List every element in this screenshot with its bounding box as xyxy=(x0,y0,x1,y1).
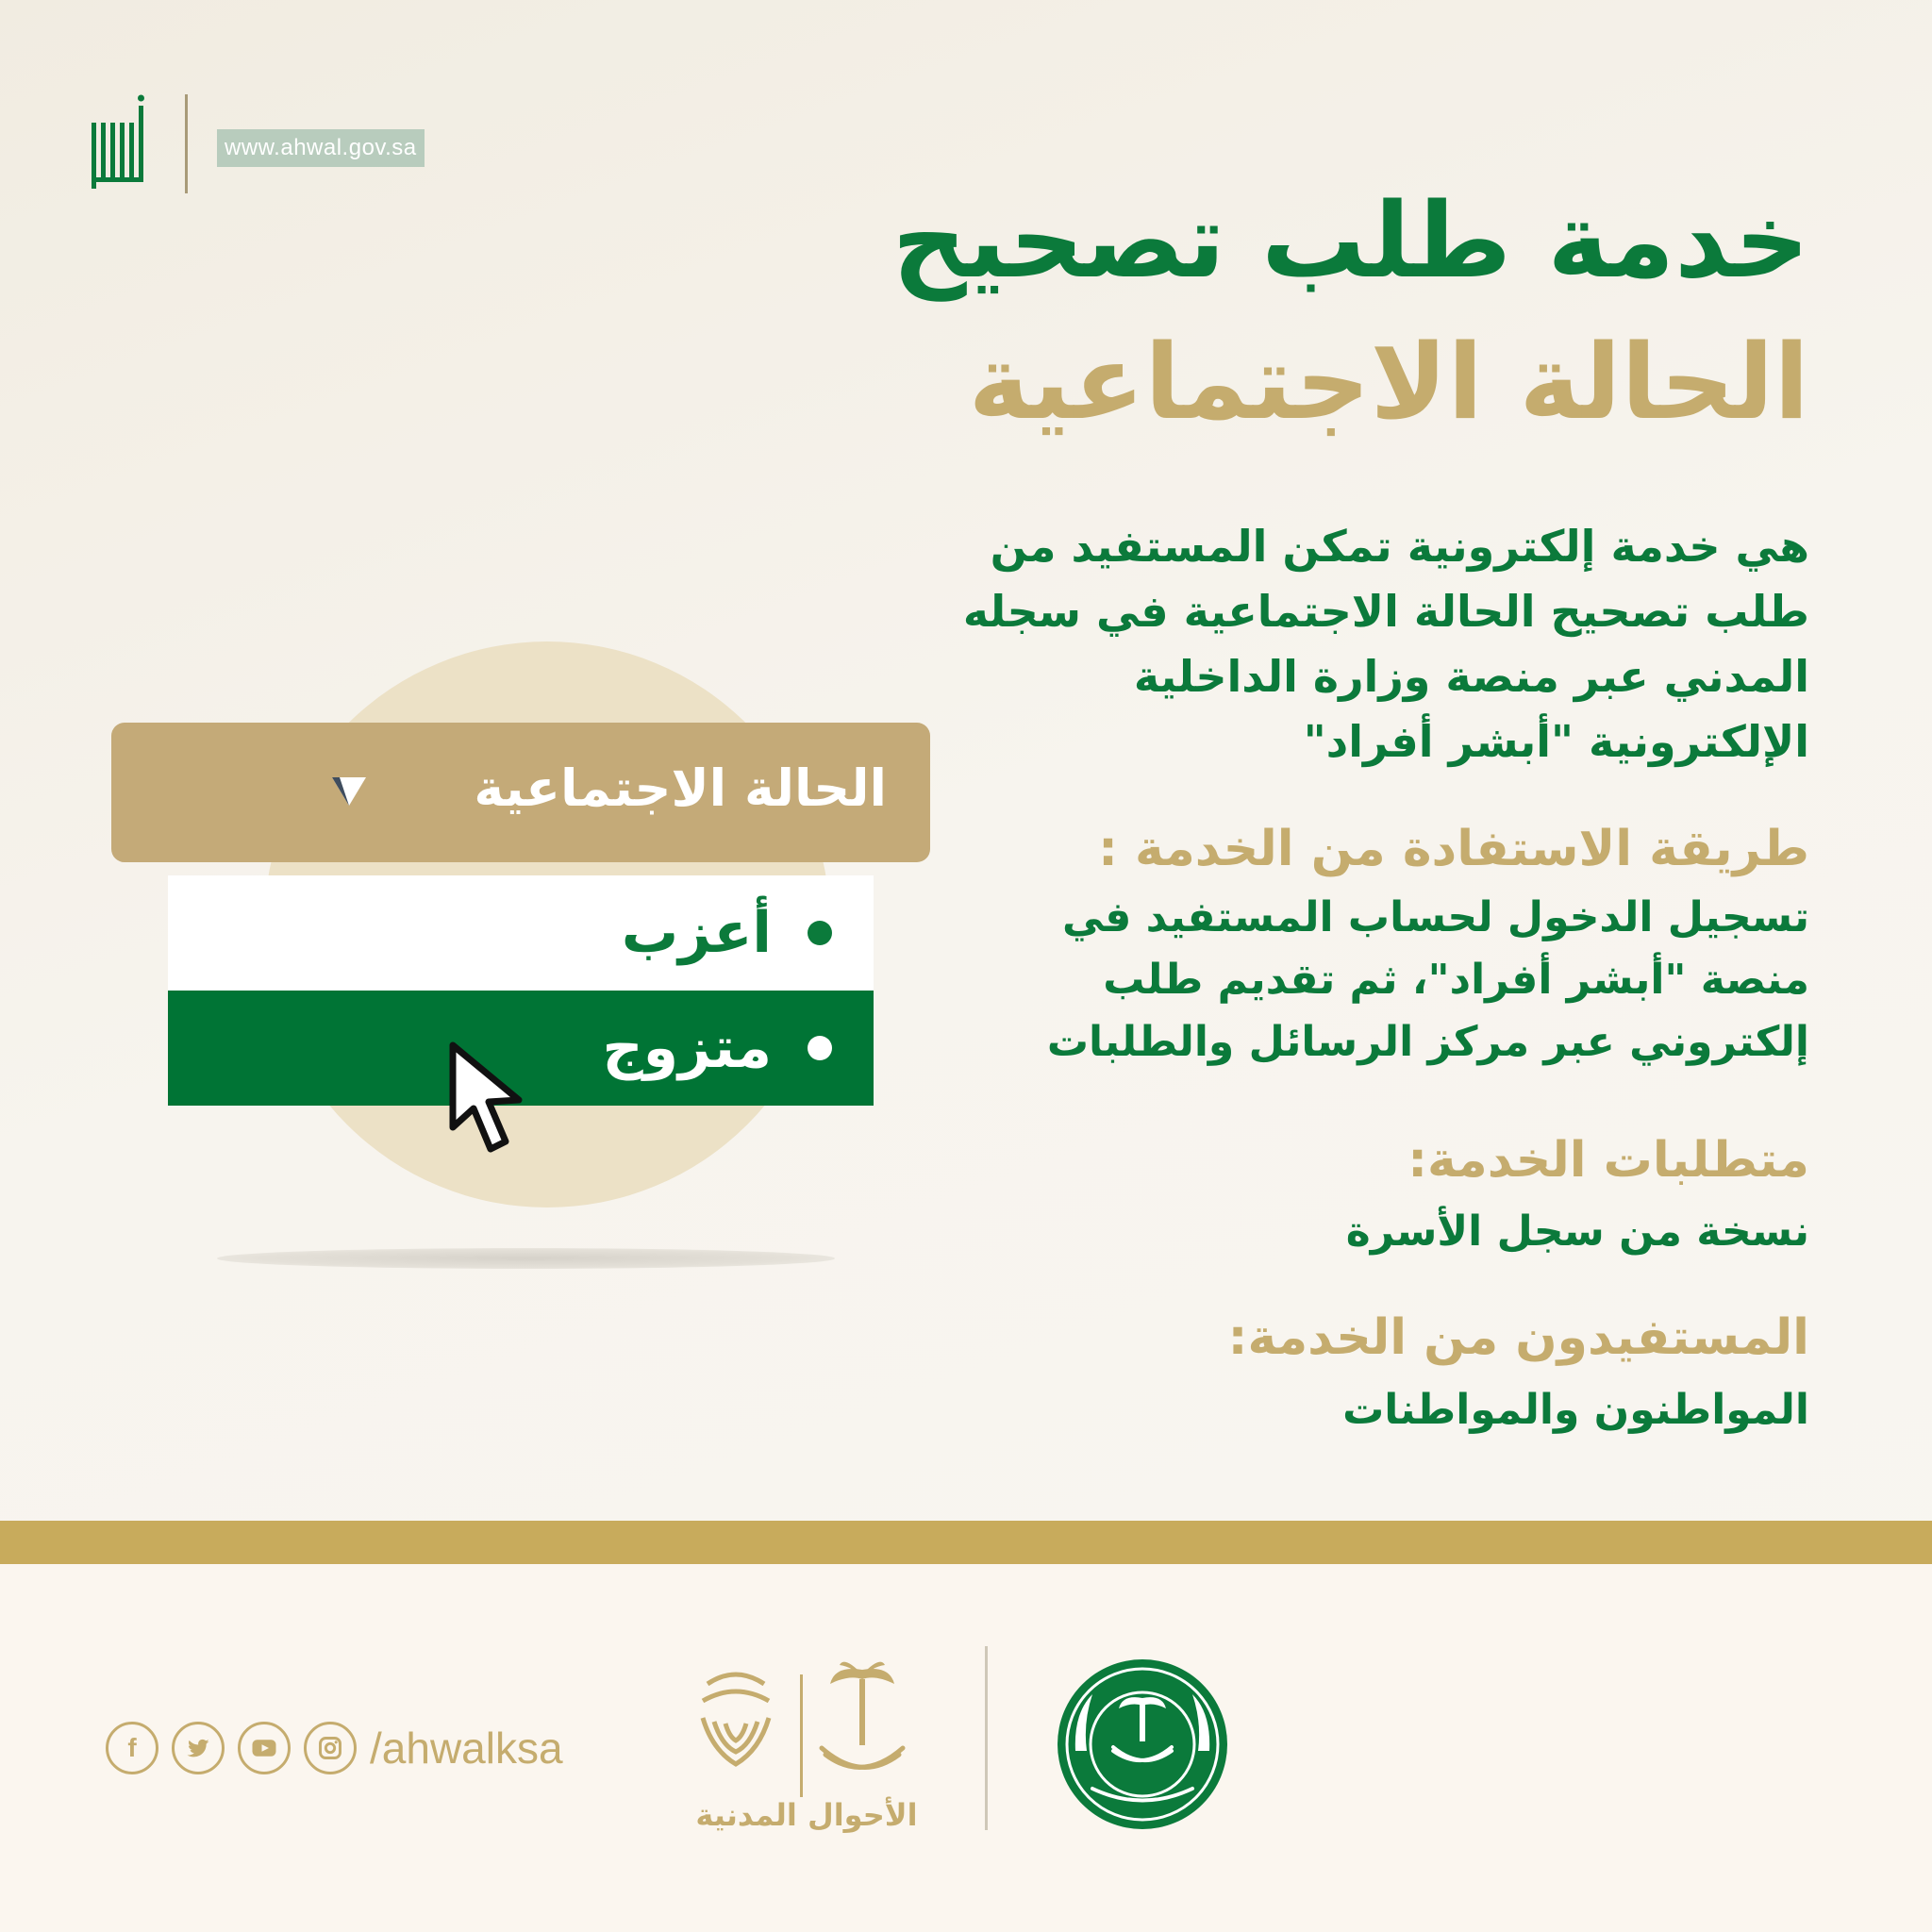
header-divider xyxy=(185,94,188,193)
dropdown-label: الحالة الاجتماعية xyxy=(474,758,887,818)
description-line: الإلكترونية "أبشر أفراد" xyxy=(1303,716,1809,767)
mouse-pointer-icon xyxy=(443,1038,547,1160)
footer-gold-band xyxy=(0,1521,1932,1564)
requirements-text: نسخة من سجل الأسرة xyxy=(1345,1208,1809,1256)
bullet-icon xyxy=(808,921,832,945)
beneficiaries-heading: المستفيدون من الخدمة: xyxy=(1227,1309,1809,1366)
bullet-icon xyxy=(808,1036,832,1060)
marital-status-dropdown[interactable] xyxy=(111,723,930,862)
instagram-icon[interactable] xyxy=(304,1722,357,1774)
youtube-icon[interactable] xyxy=(238,1722,291,1774)
description-line: هي خدمة إلكترونية تمكن المستفيد من xyxy=(990,521,1809,572)
twitter-icon[interactable] xyxy=(172,1722,225,1774)
requirements-heading: متطلبات الخدمة: xyxy=(1407,1132,1809,1189)
service-description xyxy=(866,514,1809,774)
option-label: متزوج xyxy=(602,1015,772,1081)
civil-affairs-name: الأحوال المدنية xyxy=(695,1797,918,1833)
facebook-icon[interactable]: f xyxy=(106,1722,158,1774)
footer-divider xyxy=(985,1646,988,1830)
page-title-line2: الحالة الاجتماعية xyxy=(968,322,1809,442)
website-url[interactable]: www.ahwal.gov.sa xyxy=(217,129,425,167)
description-line: طلب تصحيح الحالة الاجتماعية في سجله xyxy=(962,586,1809,637)
how-to-line: إلكتروني عبر مركز الرسائل والطلبات xyxy=(1046,1018,1809,1066)
how-to-line: تسجيل الدخول لحساب المستفيد في xyxy=(1062,893,1809,941)
page-title-line1: خدمة طلب تصحيح xyxy=(891,180,1809,301)
social-handle[interactable]: /ahwalksa xyxy=(370,1724,563,1773)
option-single[interactable] xyxy=(168,875,874,991)
beneficiaries-text: المواطنون والمواطنات xyxy=(1342,1386,1809,1434)
how-to-line: منصة "أبشر أفراد"، ثم تقديم طلب xyxy=(1103,956,1809,1004)
chevron-down-icon xyxy=(330,775,368,808)
illustration-shadow xyxy=(217,1248,835,1269)
how-to-text xyxy=(960,887,1809,1074)
description-line: المدني عبر منصة وزارة الداخلية xyxy=(1133,651,1809,702)
ministry-of-interior-seal xyxy=(1055,1657,1230,1832)
option-label: أعزب xyxy=(621,900,772,966)
how-to-heading: طريقة الاستفادة من الخدمة : xyxy=(1098,821,1809,877)
